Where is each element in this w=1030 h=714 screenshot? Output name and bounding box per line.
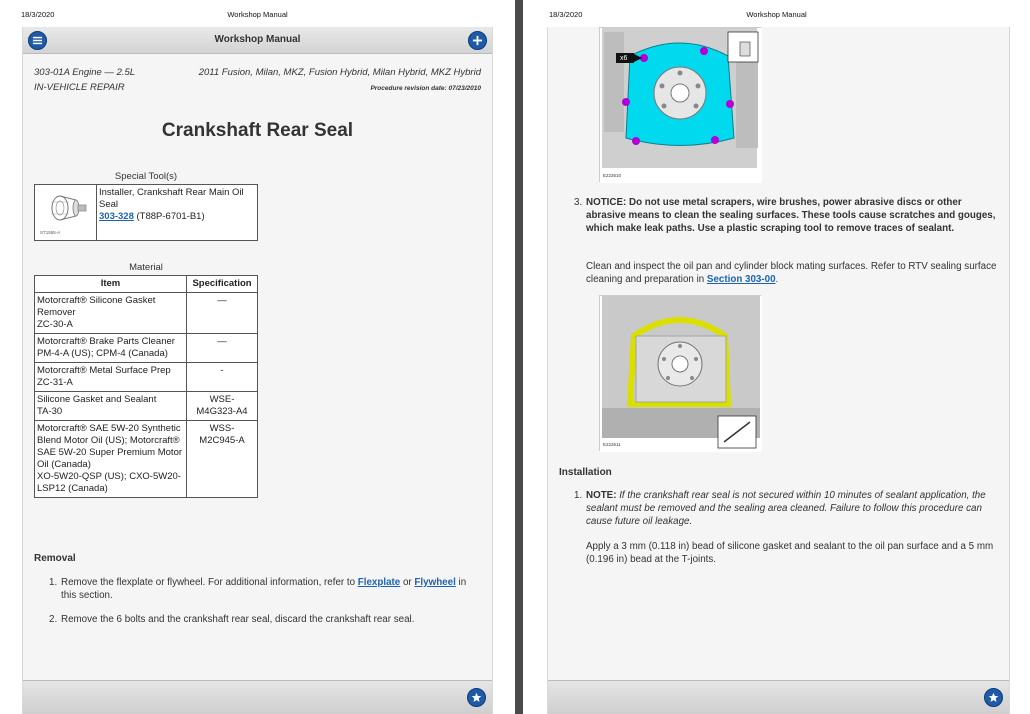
add-button[interactable] [468,31,487,50]
flexplate-link[interactable]: Flexplate [357,577,401,588]
step-number: 2. [49,614,58,625]
tool-description: Installer, Crankshaft Rear Main Oil Seal [99,187,244,210]
bolt-count-label: x6 [620,55,628,62]
print-header [523,10,1030,22]
page-right [523,0,1030,714]
material-spec: — [187,293,258,334]
tool-image-cell [35,185,97,241]
plus-icon [472,35,483,46]
removal-heading: Removal [34,553,76,564]
installation-heading: Installation [559,467,612,478]
special-tools-table [34,184,258,241]
favorite-button[interactable] [984,688,1003,707]
material-caption: Material [129,262,163,273]
material-table [34,275,258,498]
step-number: 3. [574,197,583,208]
step-text: Remove the flexplate or flywheel. For additional information, refer to [61,577,358,588]
figure-e222611 [599,295,761,451]
step-text: Clean and inspect the oil pan and cylinder block mating surfaces. Refer to RTV sealing surface cleaning and preparation in [586,261,997,285]
removal-step-1 [49,576,479,602]
material-spec: WSS- M2C945-A [187,421,258,498]
table-row [35,392,258,421]
app-footer [548,680,1009,714]
table-row [35,363,258,392]
tool-description-cell [97,185,258,241]
app-footer [23,680,492,714]
special-tools-caption: Special Tool(s) [114,171,178,182]
section-label: IN-VEHICLE REPAIR [34,82,125,93]
step-3-instruction [586,260,1004,286]
figure-e222610 [599,27,761,182]
column-header-item: Item [35,276,187,293]
revision-date: Procedure revision date: 07/23/2010 [370,85,481,92]
material-item: Motorcraft® Metal Surface Prep ZC-31-A [35,363,187,392]
installation-step-1-instruction: Apply a 3 mm (0.118 in) bead of silicone gasket and sealant to the oil pan surface and a 5 mm (0.196 in) bead at the T-joints. [586,541,994,565]
note-text: If the crankshaft rear seal is not secured within 10 minutes of sealant application, the sealant must be removed and the sealing area cleaned. Failure to follow this procedure can cause future oil leakage. [586,490,986,527]
print-header [0,10,515,22]
step-3 [574,196,1004,235]
material-spec: — [187,334,258,363]
document-frame [22,27,493,714]
note-label: NOTE: [586,490,617,501]
step-number: 1. [49,577,58,588]
page-divider [515,0,523,714]
figure-code: E222611 [603,442,621,447]
vehicles-label: 2011 Fusion, Milan, MKZ, Fusion Hybrid, Milan Hybrid, MKZ Hybrid [198,67,481,78]
step-text: in this section. [61,577,467,601]
material-spec: WSE- M4G323-A4 [187,392,258,421]
star-icon [471,692,482,703]
material-item: Motorcraft® Brake Parts Cleaner PM-4-A (US); CPM-4 (Canada) [35,334,187,363]
star-icon [988,692,999,703]
favorite-button[interactable] [467,688,486,707]
table-row [35,293,258,334]
app-title: Workshop Manual [214,34,301,45]
app-header [23,27,492,54]
table-row [35,334,258,363]
tool-image-code: ST1555-A [40,230,61,235]
table-header-row [35,276,258,293]
print-title: Workshop Manual [227,10,288,19]
oil-pan-sealing-illustration [600,296,762,452]
tool-part-number: (T88P-6701-B1) [133,211,205,222]
step-text: Remove the 6 bolts and the crankshaft rear seal, discard the crankshaft rear seal. [61,614,415,625]
table-row [35,421,258,498]
material-item: Motorcraft® SAE 5W-20 Synthetic Blend Motor Oil (US); Motorcraft® SAE 5W-20 Super Premium Motor Oil (Canada) XO-5W20-QSP (US); CXO-5W20-LSP12 (Canada) [35,421,187,498]
material-item: Motorcraft® Silicone Gasket Remover ZC-30-A [35,293,187,334]
step-text: . [775,274,779,285]
material-spec: - [187,363,258,392]
installation-step-1 [574,489,1004,528]
tool-image [38,186,93,239]
print-title: Workshop Manual [746,10,807,19]
material-item: Silicone Gasket and Sealant TA-30 [35,392,187,421]
tool-link-303-328[interactable]: 303-328 [99,211,134,222]
seal-installer-icon [38,186,93,231]
print-date: 18/3/2020 [21,10,55,19]
seal-bolts-illustration [600,28,762,183]
step-number: 1. [574,490,583,501]
section-303-00-link[interactable]: Section 303-00 [706,274,776,285]
step-text: or [400,577,415,588]
notice-text: NOTICE: Do not use metal scrapers, wire brushes, power abrasive discs or other abrasive means to clean the sealing surfaces. These tools cause scratches and gouges, which make leak paths. Use a plastic scraping tool to remove traces of sealant. [586,197,996,234]
flywheel-link[interactable]: Flywheel [414,577,456,588]
document-frame [547,27,1010,714]
print-date: 18/3/2020 [549,10,583,19]
table-row [35,185,258,241]
removal-step-2 [49,613,479,626]
figure-code: E222610 [603,173,622,178]
page-title: Crankshaft Rear Seal [161,120,354,141]
column-header-specification: Specification [187,276,258,293]
engine-label: 303-01A Engine — 2.5L [34,67,136,78]
